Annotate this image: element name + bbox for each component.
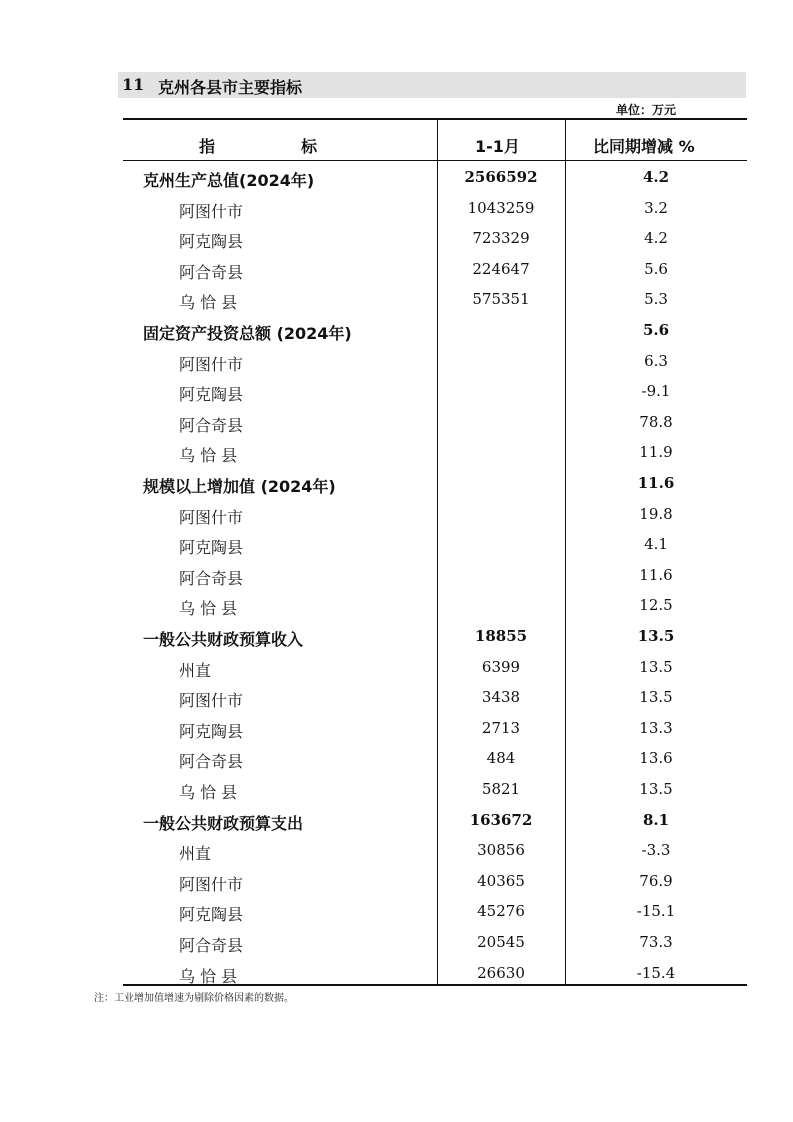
row-value: 30856	[477, 841, 525, 860]
row-change: 4.2	[644, 229, 668, 248]
row-value: 1043259	[467, 198, 535, 217]
row-label: 固定资产投资总额 (2024年)	[143, 324, 352, 343]
row-label: 乌 恰 县	[179, 966, 238, 986]
row-label: 阿克陶县	[179, 385, 244, 405]
row-change: -15.4	[636, 963, 676, 982]
row-change: 76.9	[639, 871, 673, 890]
row-change: 5.6	[642, 321, 670, 339]
row-value: 224647	[472, 259, 530, 278]
row-value: 723329	[472, 229, 530, 248]
row-label: 阿克陶县	[179, 232, 244, 252]
row-label: 阿克陶县	[179, 905, 244, 925]
row-label: 克州生产总值(2024年)	[143, 171, 315, 190]
row-change: 13.5	[639, 688, 673, 707]
row-value: 6399	[481, 657, 521, 676]
table-row	[123, 382, 747, 410]
row-change: 13.5	[639, 780, 673, 798]
row-change: 13.5	[639, 657, 673, 676]
row-value: 18855	[474, 627, 528, 645]
row-change: -3.3	[641, 841, 671, 860]
row-change: -9.1	[641, 382, 671, 401]
section-title: 克州各县市主要指标	[158, 78, 303, 97]
row-label: 一般公共财政预算支出	[143, 813, 304, 833]
table-row	[123, 749, 747, 777]
table-category-row	[123, 474, 747, 502]
row-value: 45276	[477, 902, 525, 921]
header-change: 比同期增减 %	[593, 137, 695, 156]
footnote: 注：工业增加值增速为剔除价格因素的数据。	[94, 993, 294, 1004]
row-change: 73.3	[639, 933, 673, 951]
row-label: 阿图什市	[179, 691, 244, 711]
row-change: -15.1	[636, 902, 676, 921]
row-change: 13.6	[639, 749, 673, 768]
row-value: 20545	[477, 933, 525, 951]
table-row	[123, 229, 747, 257]
row-label: 乌 恰 县	[179, 599, 238, 619]
table-category-row	[123, 811, 747, 839]
table-row	[123, 688, 747, 716]
row-label: 阿图什市	[179, 201, 244, 221]
row-label: 阿合奇县	[179, 415, 244, 435]
row-label: 乌 恰 县	[179, 293, 238, 313]
row-value: 5821	[481, 780, 521, 798]
table-row	[123, 841, 747, 869]
table-category-row	[123, 321, 747, 349]
table-row	[123, 199, 747, 227]
row-label: 阿图什市	[179, 874, 244, 894]
row-label: 阿图什市	[179, 354, 244, 374]
row-change: 5.6	[644, 259, 668, 278]
header-indicator-part1: 指	[199, 137, 216, 156]
row-label: 阿合奇县	[179, 262, 244, 282]
header-divider	[123, 160, 747, 161]
table-row	[123, 505, 747, 533]
row-change: 3.2	[644, 198, 668, 217]
table-row	[123, 964, 747, 992]
row-change: 8.1	[642, 810, 670, 829]
row-label: 阿克陶县	[179, 538, 244, 558]
table-row	[123, 260, 747, 288]
row-change: 5.3	[644, 290, 668, 309]
row-label: 阿克陶县	[179, 721, 244, 741]
table-row	[123, 290, 747, 318]
row-value: 3438	[481, 688, 521, 707]
row-change: 13.3	[639, 718, 673, 737]
table-category-row	[123, 627, 747, 655]
row-value: 575351	[472, 290, 530, 309]
row-label: 阿合奇县	[179, 568, 244, 588]
table-category-row	[123, 168, 747, 196]
row-change: 12.5	[639, 596, 673, 615]
row-change: 11.6	[637, 474, 675, 492]
row-label: 乌 恰 县	[179, 783, 238, 802]
row-value: 484	[486, 749, 516, 768]
table-row	[123, 902, 747, 930]
section-title-bar	[118, 72, 746, 98]
row-label: 乌 恰 县	[179, 446, 238, 466]
table-row	[123, 780, 747, 808]
row-label: 阿合奇县	[179, 936, 244, 955]
table-row	[123, 352, 747, 380]
row-value: 2566592	[464, 168, 538, 186]
row-change: 11.6	[639, 565, 673, 584]
row-label: 一般公共财政预算收入	[143, 630, 304, 649]
row-change: 6.3	[644, 351, 668, 370]
table-row	[123, 596, 747, 624]
table-row	[123, 719, 747, 747]
row-label: 阿图什市	[179, 507, 244, 527]
table-row	[123, 566, 747, 594]
header-period: 1-1月	[475, 137, 520, 156]
row-change: 13.5	[637, 627, 675, 645]
table-row	[123, 872, 747, 900]
row-change: 19.8	[639, 504, 673, 523]
row-label: 州直	[179, 660, 212, 680]
row-value: 163672	[469, 810, 533, 829]
table-row	[123, 535, 747, 563]
row-change: 78.8	[639, 412, 673, 431]
table-row	[123, 413, 747, 441]
row-change: 4.1	[644, 535, 668, 554]
row-value: 26630	[477, 963, 525, 982]
section-number: 11	[122, 75, 145, 94]
row-value: 2713	[481, 718, 521, 737]
table-row	[123, 933, 747, 961]
table-row	[123, 443, 747, 471]
row-value: 40365	[477, 871, 525, 890]
row-label: 阿合奇县	[179, 752, 244, 772]
table-row	[123, 658, 747, 686]
row-label: 规模以上增加值 (2024年)	[143, 477, 336, 496]
row-change: 11.9	[639, 443, 673, 462]
indicators-table	[123, 118, 747, 986]
header-indicator-part2: 标	[301, 137, 318, 156]
row-change: 4.2	[642, 168, 670, 186]
row-label: 州直	[179, 844, 212, 864]
unit-label: 单位：万元	[616, 103, 677, 117]
